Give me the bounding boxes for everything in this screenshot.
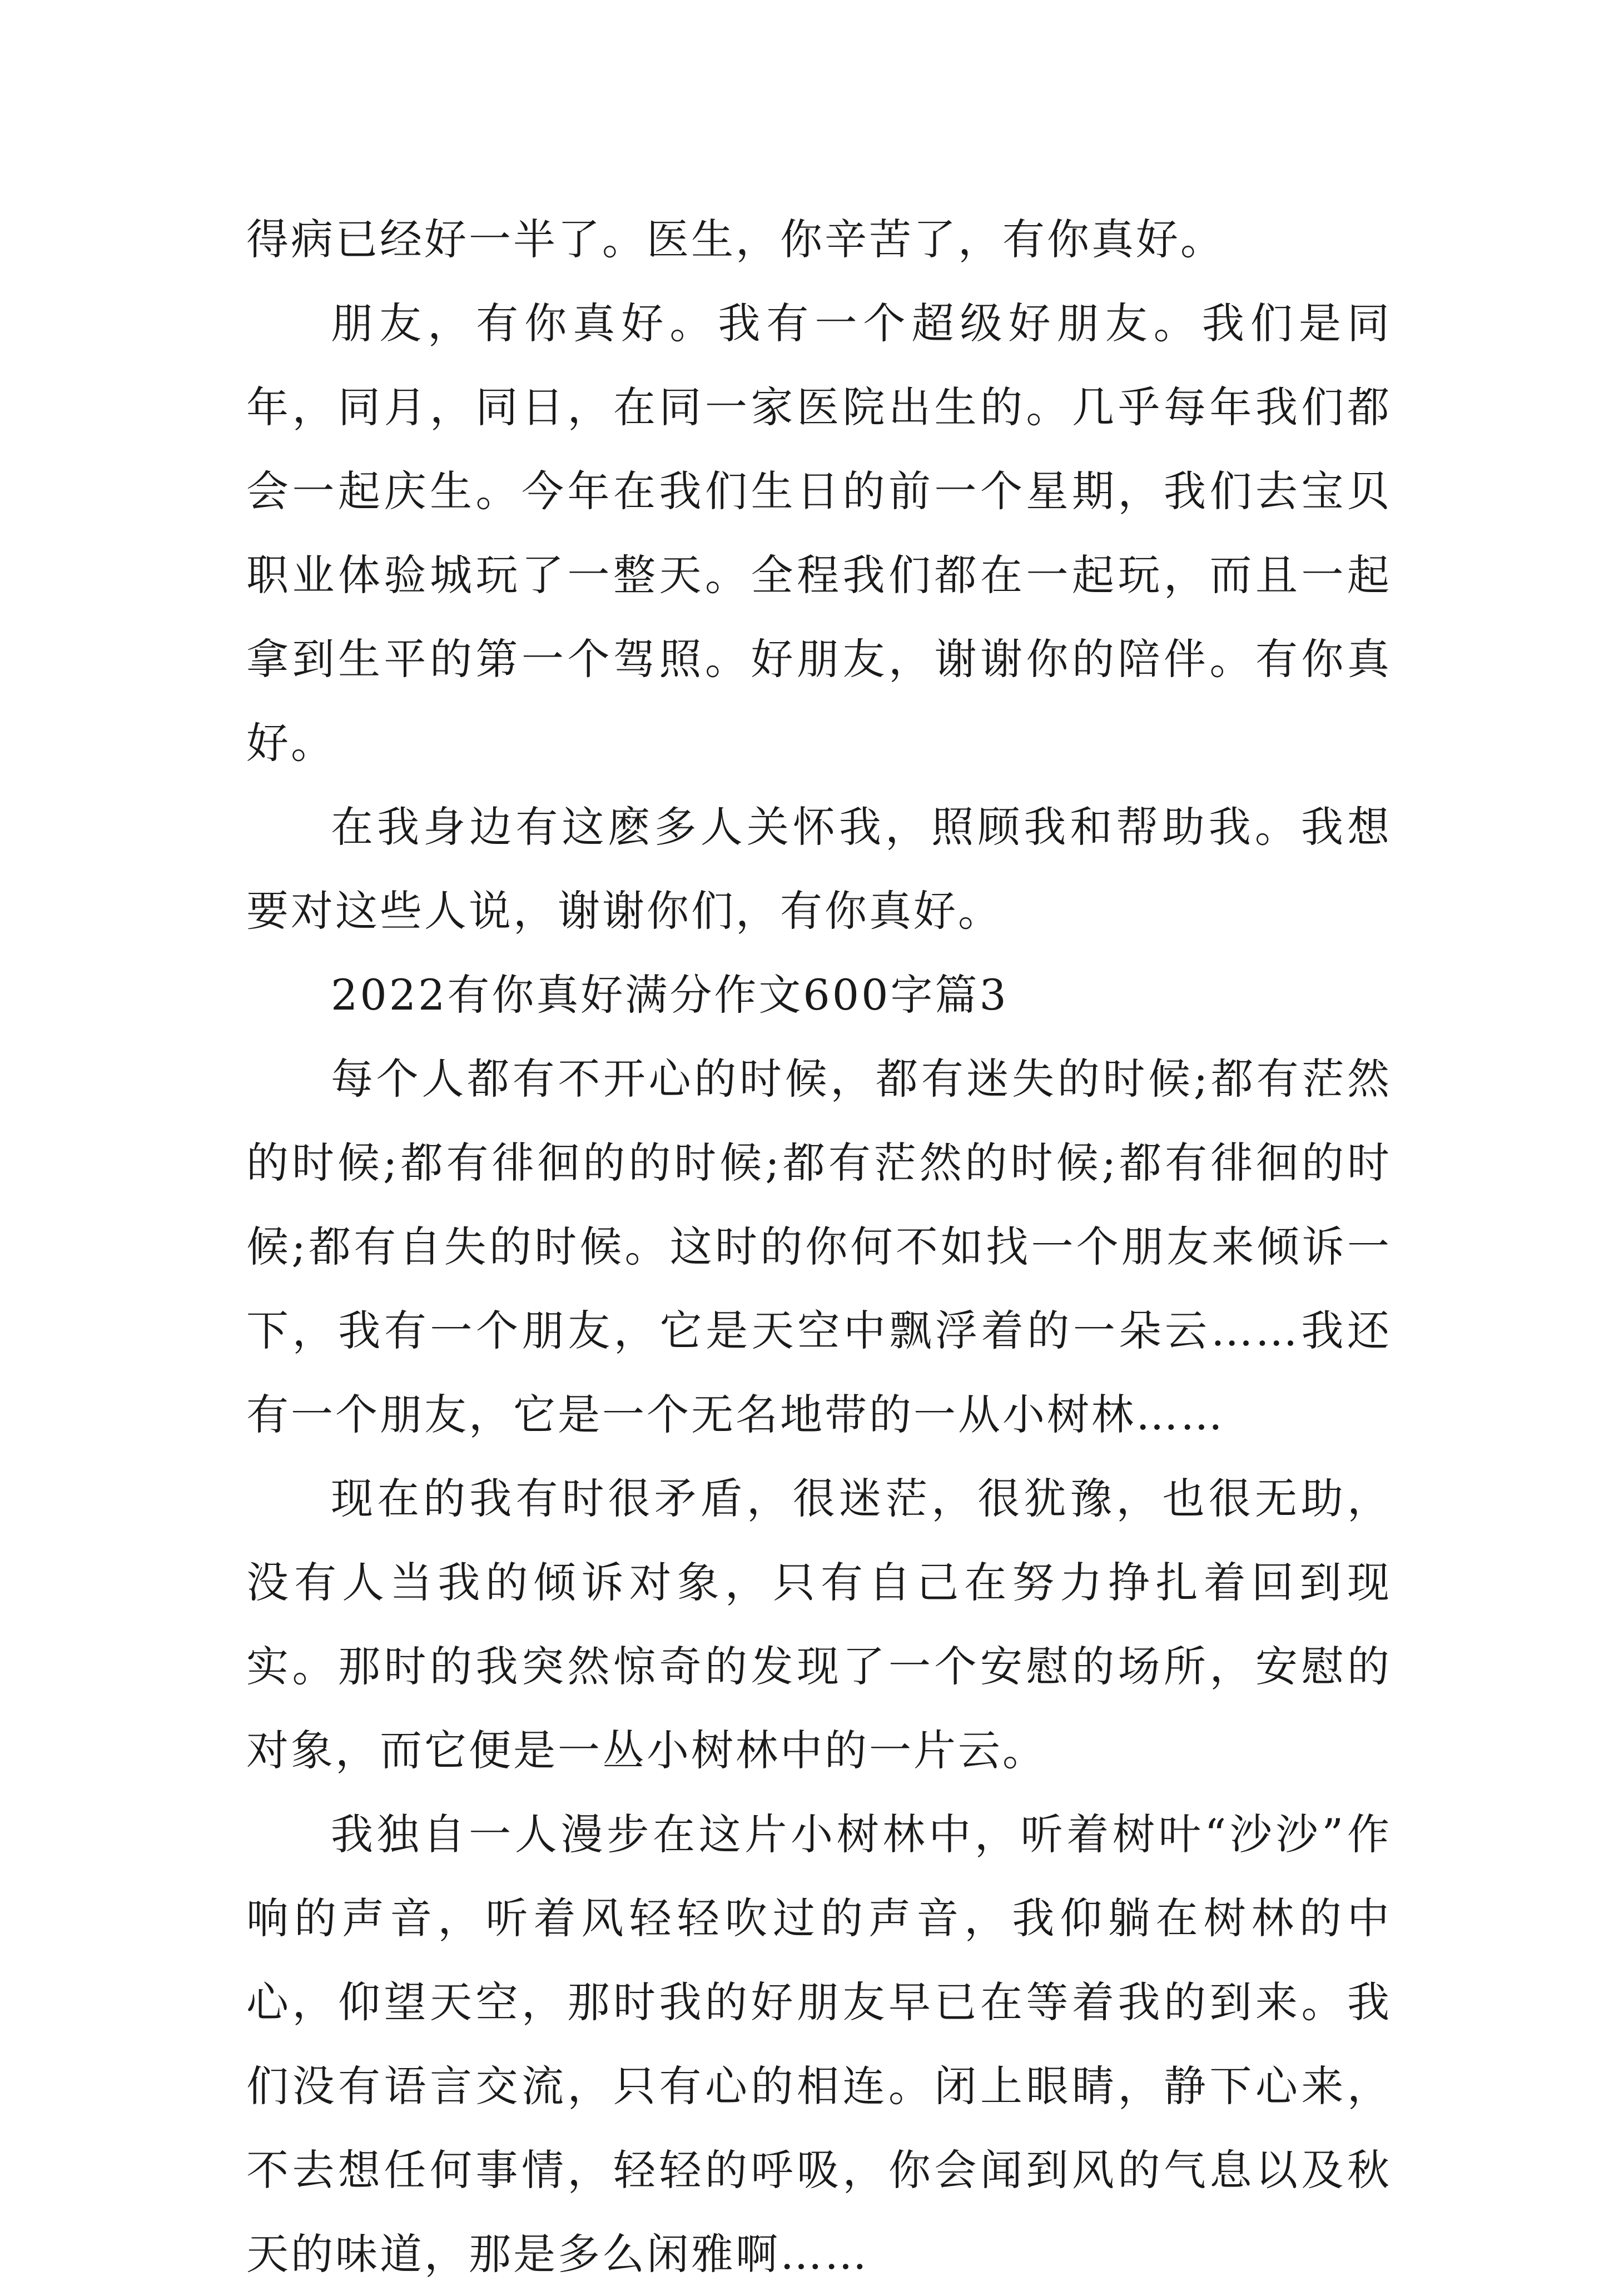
paragraph-doctor-ending: 得病已经好一半了。医生，你辛苦了，有你真好。 xyxy=(246,215,1225,264)
paragraph-confusion: 现在的我有时很矛盾，很迷茫，很犹豫，也很无助，没有人当我的倾诉对象，只有自己在努力挣扎着回到现实。那时的我突然惊奇的发现了一个安慰的场所，安慰的对象，而它便是一丛小树林中的一片云。 xyxy=(246,1474,1392,1775)
paragraph-woods: 我独自一人漫步在这片小树林中，听着树叶“沙沙”作响的声音，听着风轻轻吹过的声音，我仰躺在树林的中心，仰望天空，那时我的好朋友早已在等着我的到来。我们没有语言交流，只有心的相连。闭上眼睛，静下心来，不去想任何事情，轻轻的呼吸，你会闻到风的气息以及秋天的味道，那是多么闲雅啊…… xyxy=(246,1810,1392,2279)
paragraph-thanks-all: 在我身边有这麽多人关怀我，照顾我和帮助我。我想要对这些人说，谢谢你们，有你真好。 xyxy=(246,802,1392,936)
document-body xyxy=(246,197,1392,2296)
paragraph-friend: 朋友，有你真好。我有一个超级好朋友。我们是同年，同月，同日，在同一家医院出生的。几乎每年我们都会一起庆生。今年在我们生日的前一个星期，我们去宝贝职业体验城玩了一整天。全程我们都在一起玩，而且一起拿到生平的第一个驾照。好朋友，谢谢你的陪伴。有你真好。 xyxy=(246,299,1392,768)
paragraph-cloud-friend: 每个人都有不开心的时候，都有迷失的时候;都有茫然的时候;都有徘徊的的时候;都有茫然的时候;都有徘徊的时候;都有自失的时候。这时的你何不如找一个朋友来倾诉一下，我有一个朋友，它是天空中飘浮着的一朵云……我还有一个朋友，它是一个无名地带的一从小树林…… xyxy=(246,1054,1392,1439)
essay-heading: 2022有你真好满分作文600字篇3 xyxy=(331,970,1009,1020)
